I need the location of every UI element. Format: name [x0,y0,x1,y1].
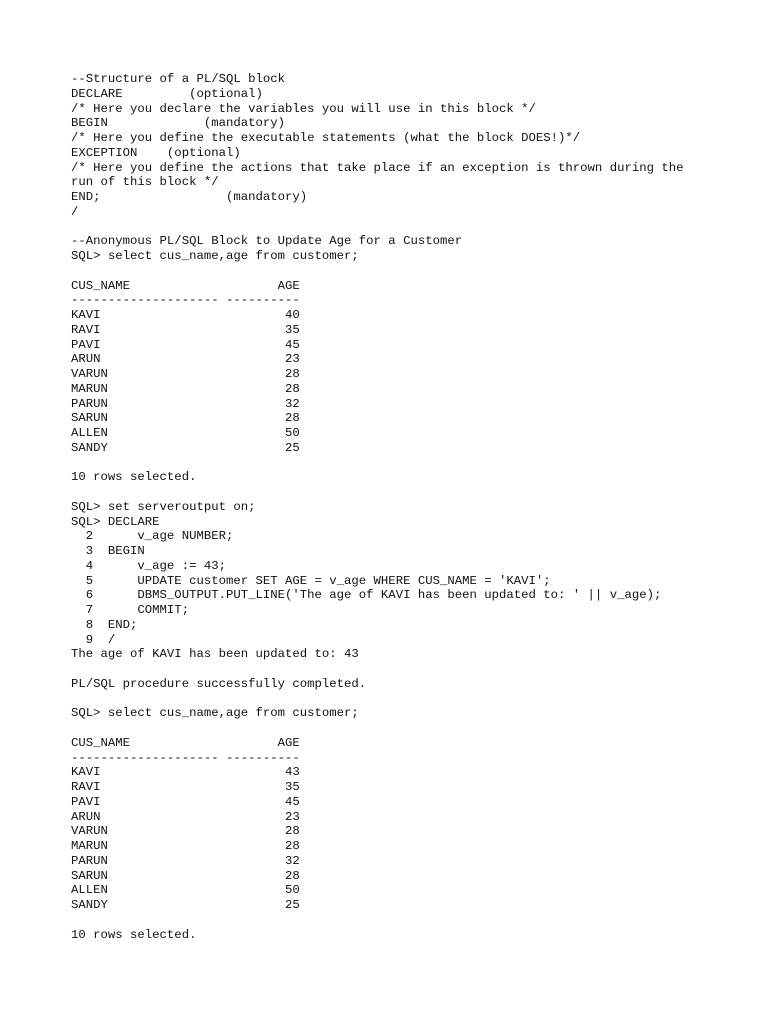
text-line: / [71,204,79,219]
blank-line [71,692,741,707]
table-row: SANDY 25 [71,898,300,912]
table-row: PARUN 32 [71,853,300,868]
document-page [71,72,741,942]
table-separator: -------------------- ---------- [71,750,300,765]
table-row: PARUN 32 [71,396,300,411]
row-count: 10 rows selected. [71,927,197,942]
table-row: ALLEN 50 [71,883,300,898]
table-row: RAVI 35 [71,322,300,337]
table-separator: -------------------- ---------- [71,293,300,308]
table-row: ARUN 23 [71,809,300,824]
text-line: /* Here you declare the variables you will use in this block */ [71,101,536,116]
blank-line [71,220,741,235]
code-line: 8 END; [71,617,138,632]
row-count: 10 rows selected. [71,470,197,485]
table-row: KAVI 43 [71,765,300,780]
table-header: CUS_NAME AGE [71,735,300,750]
code-line: 6 DBMS_OUTPUT.PUT_LINE('The age of KAVI has been updated to: ' || v_age); [71,588,662,603]
text-line: --Structure of a PL/SQL block [71,72,286,86]
text-line: SQL> select cus_name,age from customer; [71,249,359,263]
blank-line [71,662,741,677]
blank-line [71,913,741,928]
blank-line [71,485,741,500]
table-row: SARUN 28 [71,868,300,883]
text-line: EXCEPTION (optional) [71,145,241,160]
text-line: DECLARE (optional) [71,86,263,101]
text-line: /* Here you define the executable statements (what the block DOES!)*/ [71,131,581,145]
blank-line [71,456,741,471]
code-line: 3 BEGIN [71,544,145,558]
table-row: ARUN 23 [71,352,300,367]
table-row: SARUN 28 [71,411,300,426]
text-line: SQL> select cus_name,age from customer; [71,706,359,721]
code-line: 2 v_age NUMBER; [71,529,234,544]
output-line: The age of KAVI has been updated to: 43 [71,647,359,662]
table-row: PAVI 45 [71,794,300,809]
text-line: END; (mandatory) [71,190,308,204]
table-row: VARUN 28 [71,367,300,381]
code-line: 9 / [71,632,116,647]
text-line: run of this block */ [71,175,219,190]
table-row: SANDY 25 [71,440,300,455]
table-row: MARUN 28 [71,381,300,396]
table-row: KAVI 40 [71,308,300,322]
table-row: VARUN 28 [71,824,300,839]
table-row: MARUN 28 [71,839,300,853]
text-line: /* Here you define the actions that take place if an exception is thrown during the [71,160,684,175]
code-line: 4 v_age := 43; [71,558,226,573]
text-line: --Anonymous PL/SQL Block to Update Age for a Customer [71,234,463,249]
status-line: PL/SQL procedure successfully completed. [71,676,367,691]
text-line: SQL> set serveroutput on; [71,499,256,514]
text-line: BEGIN (mandatory) [71,116,286,131]
blank-line [71,264,741,279]
table-row: RAVI 35 [71,780,300,794]
table-row: ALLEN 50 [71,426,300,440]
code-line: 7 COMMIT; [71,603,190,617]
table-header: CUS_NAME AGE [71,278,300,293]
code-line: SQL> DECLARE [71,514,160,529]
blank-line [71,721,741,736]
code-line: 5 UPDATE customer SET AGE = v_age WHERE CUS_NAME = 'KAVI'; [71,573,551,588]
table-row: PAVI 45 [71,337,300,352]
